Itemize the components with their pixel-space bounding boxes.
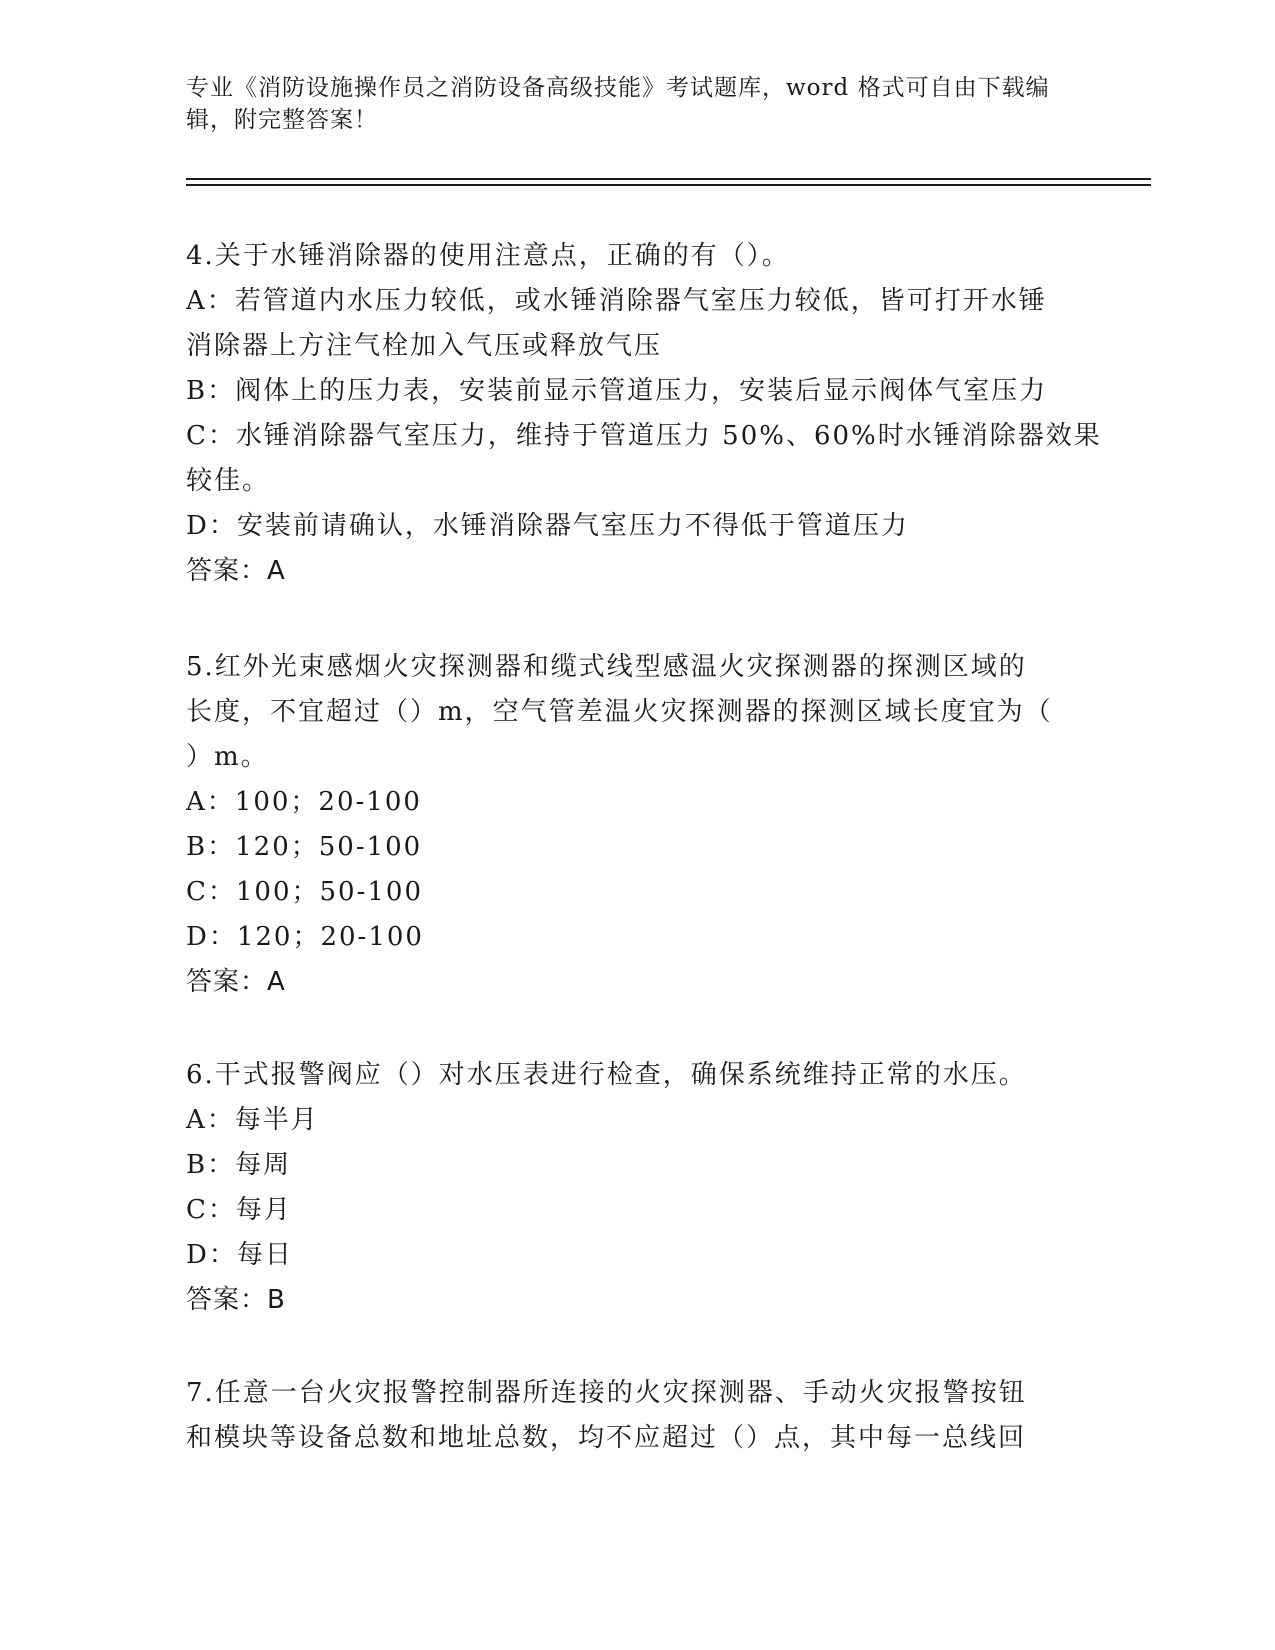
question-5	[186, 645, 1086, 1005]
question-7	[186, 1371, 1086, 1461]
option-b-line: B：120；50-100	[186, 832, 423, 862]
question-stem-line: 6.干式报警阀应（）对水压表进行检查，确保系统维持正常的水压。	[186, 1060, 1027, 1090]
header-divider-bottom	[186, 184, 1151, 186]
question-stem-line: 长度，不宜超过（）m，空气管差温火灾探测器的探测区域长度宜为（	[186, 697, 1053, 727]
question-stem-line: 5.红外光束感烟火灾探测器和缆式线型感温火灾探测器的探测区域的	[186, 652, 1027, 682]
answer-line: 答案：A	[186, 967, 286, 997]
question-stem-line: 7.任意一台火灾报警控制器所连接的火灾探测器、手动火灾报警按钮	[186, 1378, 1027, 1408]
answer-line: 答案：B	[186, 1285, 286, 1315]
option-c-line: C：水锤消除器气室压力，维持于管道压力 50%、60%时水锤消除器效果	[186, 421, 1102, 451]
question-stem-line: 4.关于水锤消除器的使用注意点，正确的有（）。	[186, 241, 790, 271]
option-a-line: 消除器上方注气栓加入气压或释放气压	[186, 331, 663, 361]
question-4	[186, 234, 1102, 594]
question-stem-line: ）m。	[186, 742, 269, 772]
question-stem-line: 和模块等设备总数和地址总数，均不应超过（）点，其中每一总线回	[186, 1423, 1027, 1453]
option-d-line: D：120；20-100	[186, 922, 424, 952]
option-a-line: A：若管道内水压力较低，或水锤消除器气室压力较低，皆可打开水锤	[186, 286, 1047, 316]
header-line-1: 专业《消防设施操作员之消防设备高级技能》考试题库，word 格式可自由下载编	[186, 75, 1050, 101]
header-line-2: 辑，附完整答案！	[186, 107, 378, 133]
answer-line: 答案：A	[186, 556, 286, 586]
option-a-line: A：每半月	[186, 1105, 319, 1135]
option-c-line: 较佳。	[186, 466, 271, 496]
option-c-line: C：100；50-100	[186, 877, 424, 907]
question-6	[186, 1053, 1086, 1323]
option-b-line: B：每周	[186, 1150, 292, 1180]
option-a-line: A：100；20-100	[186, 787, 422, 817]
header-divider-top	[186, 178, 1151, 180]
option-d-line: D：每日	[186, 1240, 293, 1270]
option-b-line: B：阀体上的压力表，安装前显示管道压力，安装后显示阀体气室压力	[186, 376, 1048, 406]
option-c-line: C：每月	[186, 1195, 292, 1225]
document-header	[186, 72, 1086, 136]
option-d-line: D：安装前请确认，水锤消除器气室压力不得低于管道压力	[186, 511, 909, 541]
